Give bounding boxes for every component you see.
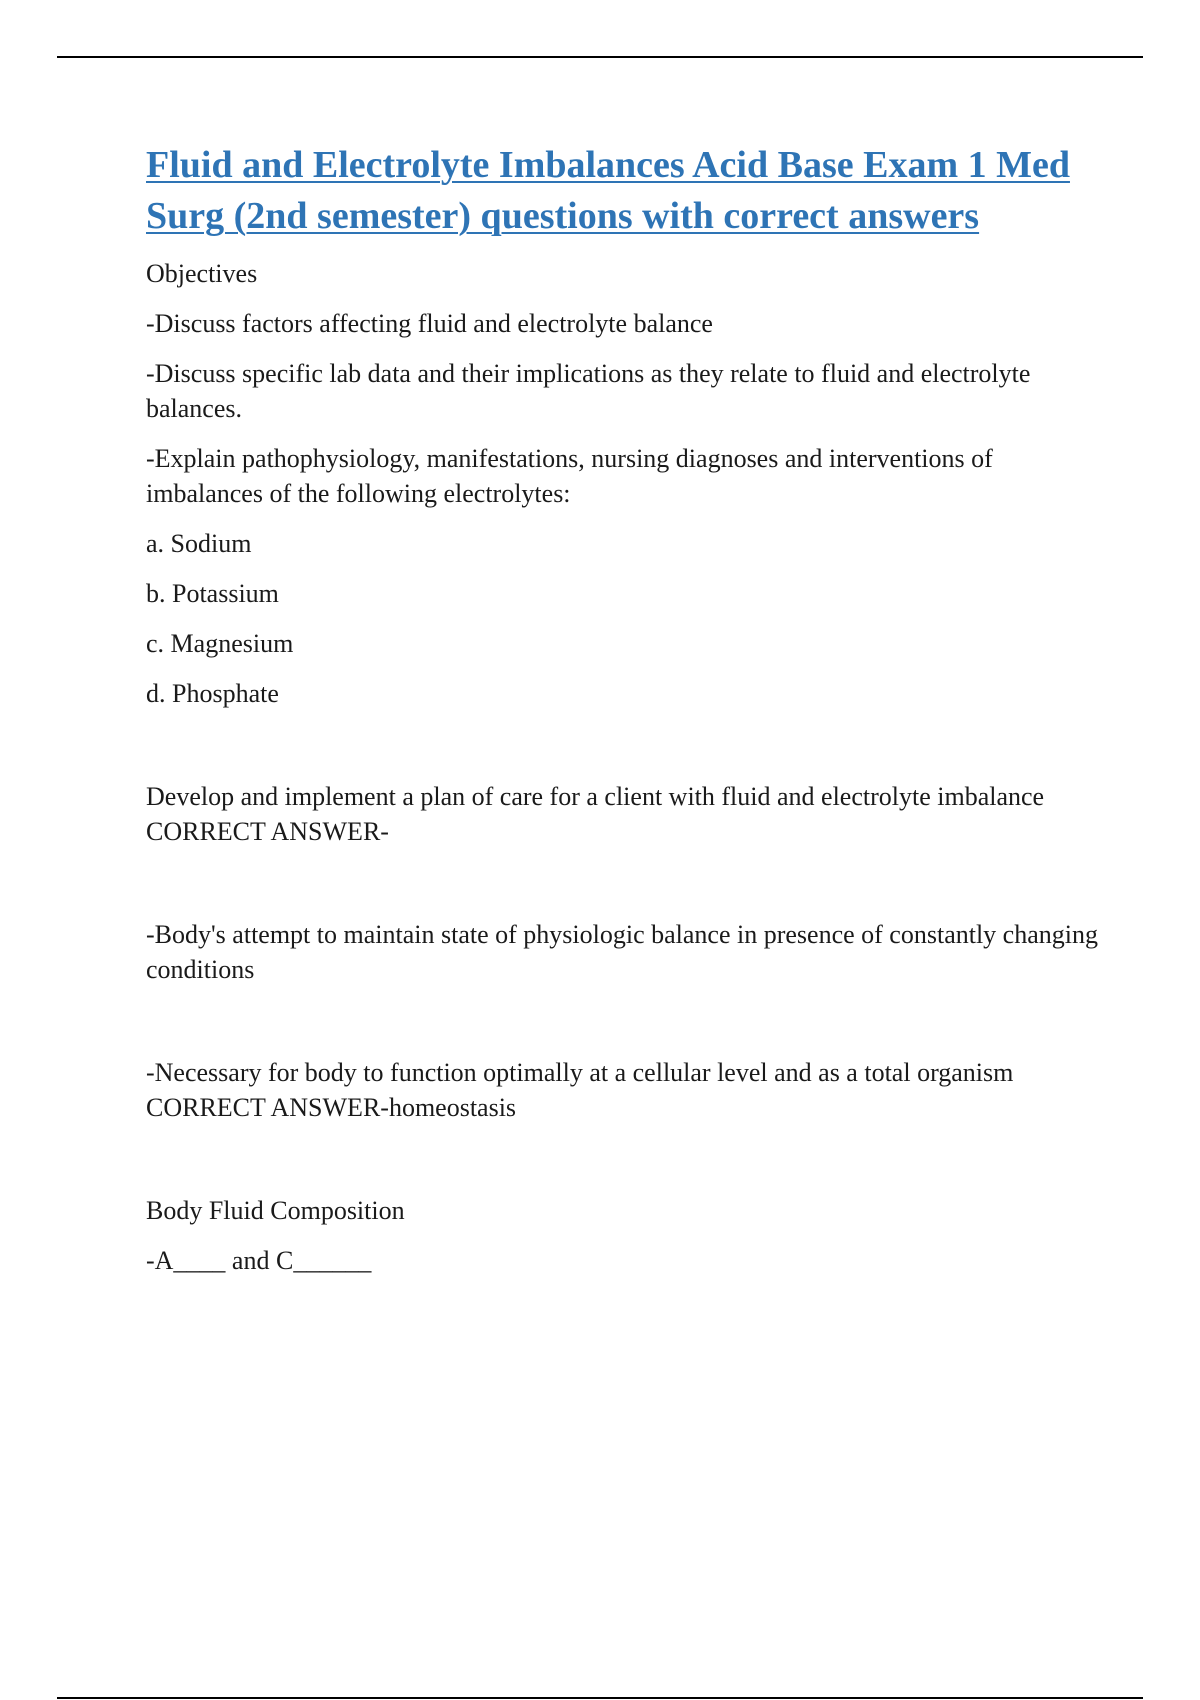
objectives-heading: Objectives (146, 259, 258, 288)
footer-rule (57, 1697, 1143, 1699)
section-heading: Body Fluid Composition (146, 1196, 405, 1225)
document-title[interactable]: Fluid and Electrolyte Imbalances Acid Base Exam 1 Med Surg (2nd semester) questions with correct answers (146, 144, 1070, 237)
answer-block: -Body's attempt to maintain state of physiologic balance in presence of constantly changing conditions (146, 920, 1098, 984)
fill-in-line: -A____ and C______ (146, 1246, 372, 1275)
electrolyte-item: d. Phosphate (146, 679, 279, 708)
electrolyte-item: c. Magnesium (146, 629, 294, 658)
objective-item: -Explain pathophysiology, manifestations, nursing diagnoses and interventions of imbalances of the following electrolytes: (146, 444, 993, 508)
question-block: Develop and implement a plan of care for a client with fluid and electrolyte imbalance CORRECT ANSWER- (146, 782, 1045, 846)
document-body (146, 140, 1106, 1278)
objective-item: -Discuss factors affecting fluid and electrolyte balance (146, 309, 713, 338)
header-rule (57, 56, 1143, 58)
electrolyte-item: a. Sodium (146, 529, 252, 558)
objective-item: -Discuss specific lab data and their implications as they relate to fluid and electrolyte balances. (146, 359, 1031, 423)
electrolyte-item: b. Potassium (146, 579, 279, 608)
question-block: -Necessary for body to function optimally at a cellular level and as a total organism CORRECT ANSWER-homeostasis (146, 1058, 1014, 1122)
